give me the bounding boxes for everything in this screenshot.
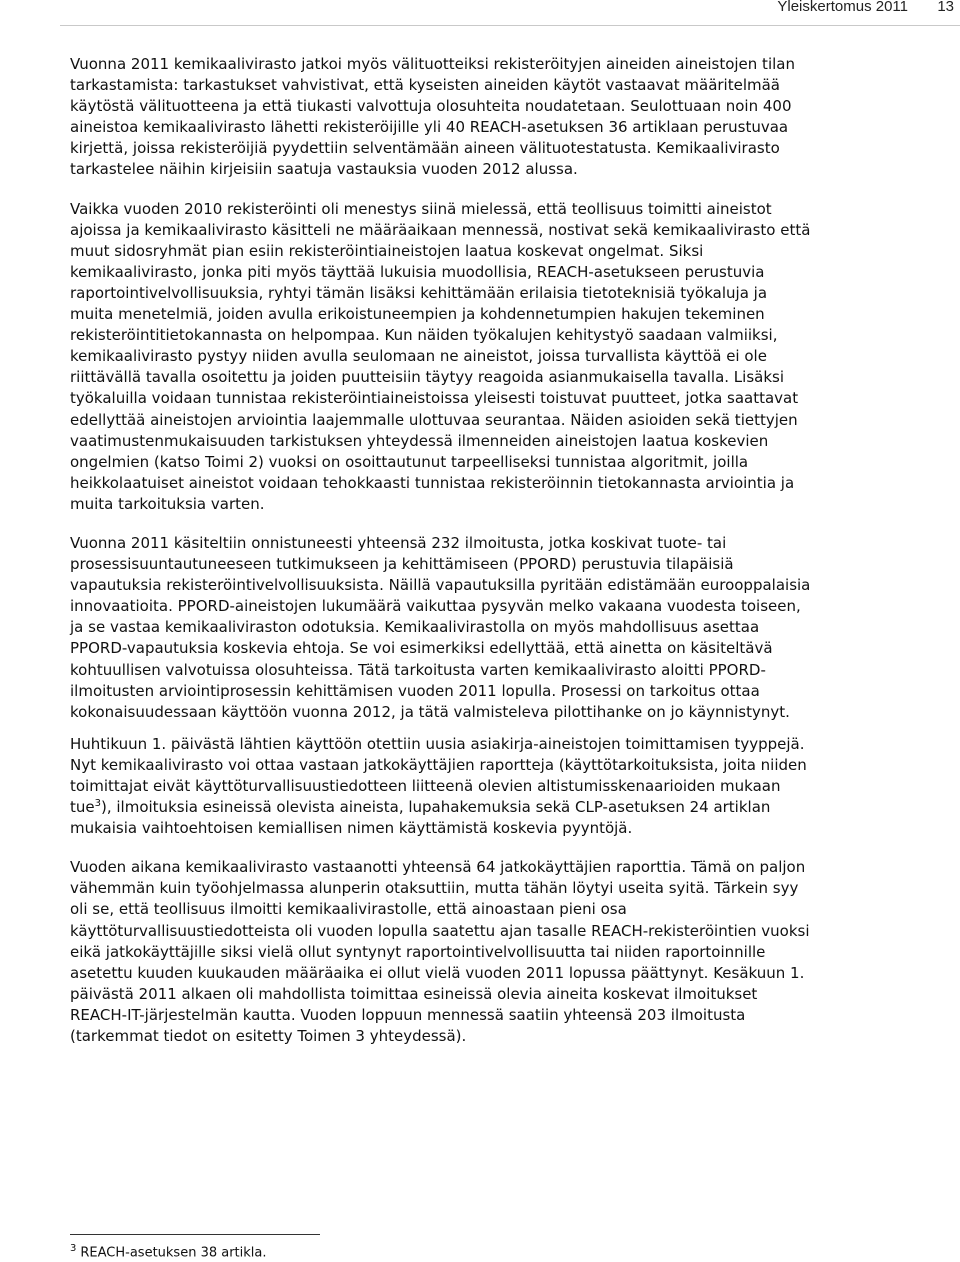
paragraph-intermediates: Vuonna 2011 kemikaalivirasto jatkoi myös välituotteiksi rekisteröityjen aineiden aineistojen tilan tarkastamista: tarkastukset vahvistivat, että kyseisten aineiden käytöt vastaavat määritelmää käytöstä välituotteena ja että tiukasti valvottuja olosuhteita noudatetaan. Seulottuaan noin 400 aineistoa kemikaalivirasto lähetti rekisteröijille yli 40 REACH-asetuksen 36 artiklaan perustuvaa kirjettä, joissa rekisteröijiä pyydettiin selventämään aineen välituotestatusta. Kemikaalivirasto tarkastelee näihin kirjeisiin saatuja vastauksia vuoden 2012 alussa. (70, 55, 795, 179)
paragraph-downstream-reports: Vuoden aikana kemikaalivirasto vastaanotti yhteensä 64 jatkokäyttäjien raporttia. Tämä on paljon vähemmän kuin työohjelmassa alunperin otaksuttiin, mutta tähän löytyi useita syitä. Tärkein syy oli se, että teollisuus ilmoitti kemikaalivirastolle, että ainoastaan pieni osa käyttöturvallisuustiedotteista oli vuoden lopulla saatettu ajan tasalle REACH-rekisteröintien vuoksi eikä jatkokäyttäjille siksi vielä ollut syntynyt raportointivelvollisuutta tai niiden raportoinnille asetettu kuuden kuukauden määräaika ei ollut vielä vuoden 2011 lopussa päättynyt. Kesäkuun 1. päivästä 2011 alkaen oli mahdollista toimittaa esineissä olevia aineita koskevat ilmoitukset REACH-IT-järjestelmän kautta. Vuoden loppuun mennessä saatiin yhteensä 203 ilmoitusta (tarkemmat tiedot on esitetty Toimen 3 yhteydessä). (70, 858, 810, 1046)
header-rule (60, 25, 960, 26)
paragraph-quality-tools: Vaikka vuoden 2010 rekisteröinti oli menestys siinä mielessä, että teollisuus toimitti aineistot ajoissa ja kemikaalivirasto käsitteli ne määräaikaan mennessä, nostivat sekä kemikaalivirasto että muut sidosryhmät pian esiin rekisteröintiaineistojen laatua koskevat ongelmat. Siksi kemikaalivirasto, jonka piti myös täyttää lukuisia muodollisia, REACH-asetukseen perustuvia raportointivelvollisuuksia, ryhtyi tämän lisäksi kehittämään erilaisia tietoteknisiä työkaluja ja muita menetelmiä, joiden avulla erikoistuneempien ja kohdennetumpien hakujen tekeminen rekisteröintitietokannasta on helpompaa. Kun näiden työkalujen kehitystyö saadaan valmiiksi, kemikaalivirasto pystyy niiden avulla seulomaan ne aineistot, joissa turvallista käyttöä ei ole riittävällä tavalla osoitettu ja joiden puutteisiin täytyy reagoida asianmukaisella tavalla. Lisäksi työkaluilla voidaan tunnistaa rekisteröintiaineistoissa yleisesti toistuvat puutteet, jotka saattavat edellyttää aineistojen arviointia laajemmalle ulottuvaa seurantaa. Näiden asioiden sekä tiettyjen vaatimustenmukaisuuden tarkistuksen yhteydessä ilmenneiden aineistojen laatua koskevien ongelmien (katso Toimi 2) vuoksi on osoittautunut tarpeelliseksi tunnistaa algoritmit, joilla heikkolaatuiset aineistot voidaan tehokkaasti tunnistaa rekisteröinnin tietokannasta arviointia ja muita tarkoituksia varten. (70, 199, 811, 513)
running-header (0, 0, 960, 22)
page-number: 13 (937, 0, 954, 15)
footnote-reference[interactable]: 3 (94, 798, 101, 810)
body-text (70, 54, 814, 1047)
paragraph-submission-types-start: Huhtikuun 1. päivästä lähtien käyttöön otettiin uusia asiakirja-aineistojen toimittamisen tyyppejä. Nyt kemikaalivirasto voi ottaa vastaan jatkokäyttäjien raportteja (käyttötarkoituksista, joita niiden toimittajat eivät käyttöturvallisuustiedotteen liitteenä olevien altistumisskenaarioiden mukaan tue (70, 734, 807, 817)
paragraph-submission-types (70, 734, 814, 839)
footnote-text: REACH-asetuksen 38 artikla. (80, 1245, 267, 1261)
header-title: Yleiskertomus 2011 (777, 0, 908, 15)
footnote-rule (70, 1234, 320, 1235)
paragraph-submission-types-end: ), ilmoituksia esineissä olevista aineista, lupahakemuksia sekä CLP-asetuksen 24 artiklan mukaisia vaihtoehtoisen kemiallisen nimen käyttämistä koskevia pyyntöjä. (70, 798, 771, 838)
footnote-number: 3 (70, 1243, 77, 1254)
footnote (70, 1241, 267, 1261)
paragraph-ppord: Vuonna 2011 käsiteltiin onnistuneesti yhteensä 232 ilmoitusta, jotka koskivat tuote- tai prosessisuuntautuneeseen tutkimukseen ja kehittämiseen (PPORD) perustuvia tilapäisiä vapautuksia rekisteröintivelvollisuuksista. Näillä vapautuksilla pyritään edistämään eurooppalaisia innovaatioita. PPORD-aineistojen lukumäärä vaikuttaa pysyvän melko vakaana vuodesta toiseen, ja se vastaa kemikaaliviraston odotuksia. Kemikaalivirastolla on myös mahdollisuus asettaa PPORD-vapautuksia koskevia ehtoja. Se voi esimerkiksi edellyttää, että ainetta on käsiteltävä kohtuullisen valvotuissa olosuhteissa. Tätä tarkoitusta varten kemikaalivirasto aloitti PPORD-ilmoitusten arviointiprosessin kehittämisen vuoden 2011 lopulla. Prosessi on tarkoitus ottaa kokonaisuudessaan käyttöön vuonna 2012, ja tätä valmisteleva pilottihanke on jo käynnistynyt. (70, 533, 811, 721)
